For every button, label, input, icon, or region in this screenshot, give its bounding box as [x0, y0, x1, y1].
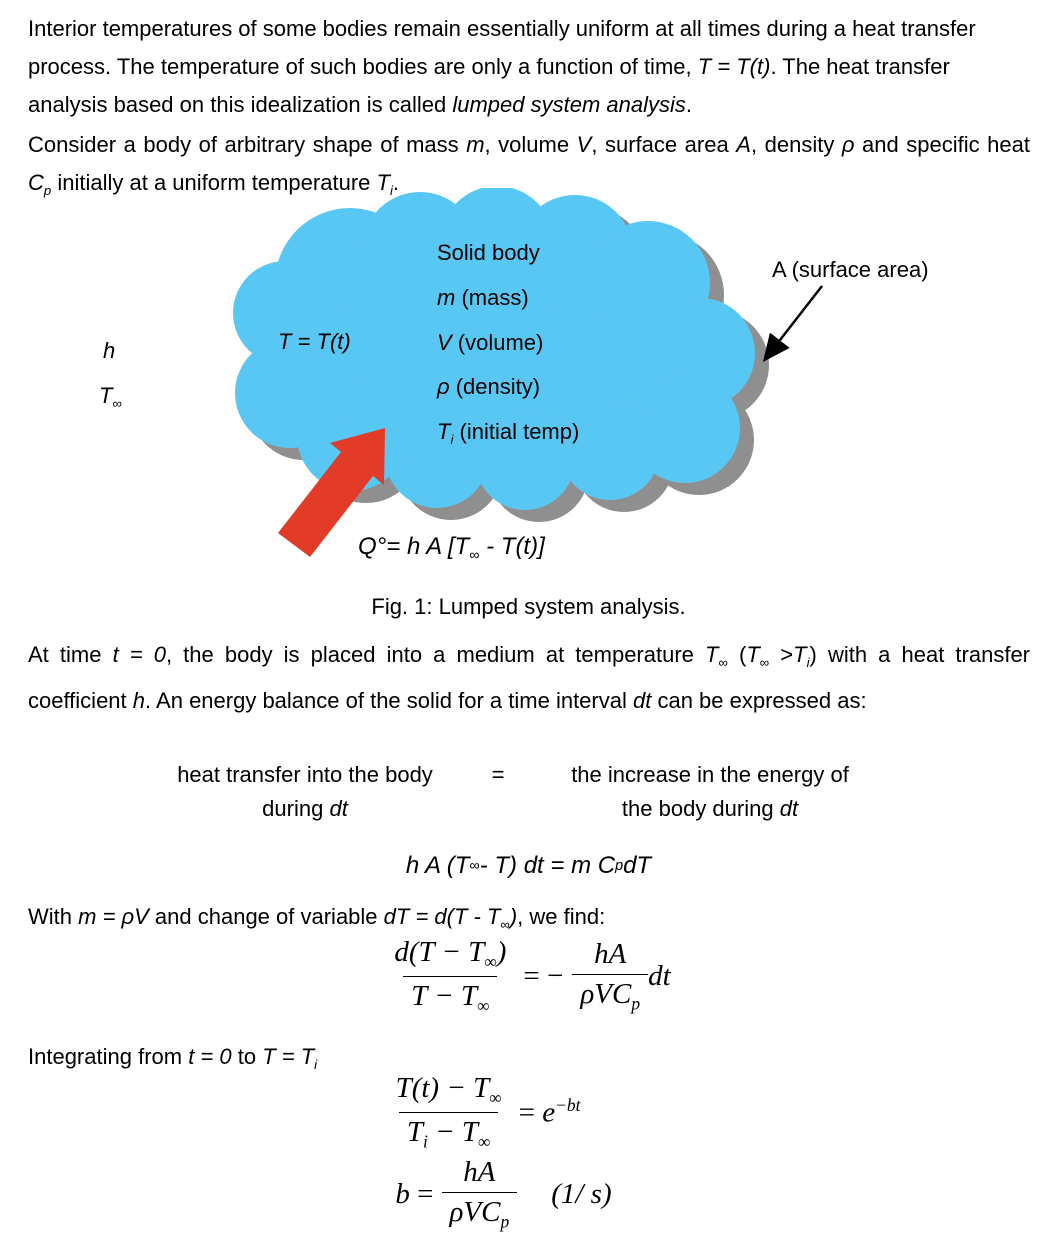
dt-term: dt [648, 959, 671, 992]
frac-lhs-denominator: $T - T_\infty$ [403, 976, 497, 1017]
integrating-line: Integrating from t = 0 to $T = T_i$ [28, 1044, 318, 1073]
surface-area-pointer-arrow-icon [766, 286, 822, 358]
solution-fraction [388, 1072, 510, 1152]
solution-denominator: $T_i - T_\infty$ [399, 1112, 499, 1153]
with-substitution-line: With m = ρV and change of variable dT = $d(T - T_\infty)$, we find: [28, 904, 606, 933]
b-definition-equation [0, 1156, 1032, 1233]
label-t-infinity: $T_\infty$ [99, 383, 122, 412]
word-eq-left-column [140, 758, 470, 826]
solution-numerator: $T(t) - T_\infty$ [395, 1072, 502, 1108]
label-initial-temp: $T_i$ (initial temp) [437, 419, 580, 448]
label-density: ρ (density) [437, 374, 541, 399]
label-h-coefficient: h [103, 338, 116, 363]
integrated-solution-equation [0, 1072, 1017, 1152]
frac-rhs-numerator: hA [594, 937, 627, 970]
intro-paragraph: Interior temperatures of some bodies remain essentially uniform at all times during a heat transfer process. The temperature of such bodies are only a function of time, T = T(t). The heat transfer analysis based on this idealization is called lumped system analysis. [28, 16, 976, 117]
differential-equation [0, 936, 1057, 1016]
frac-lhs-numerator: $d(T - T_\infty)$ [394, 936, 507, 972]
frac-lhs [386, 936, 514, 1016]
b-equals: b = [395, 1177, 434, 1210]
frac-rhs [572, 938, 648, 1015]
label-q-equation: Q°= h A $[T_\infty - T(t)]$ [358, 533, 545, 564]
word-eq-left-line2: during dt [262, 796, 348, 821]
consider-body-paragraph: Consider a body of arbitrary shape of mass m, volume V, surface area A, density ρ and specific heat $C_p$ initially at a uniform temperature $T_i$. [28, 132, 1030, 199]
b-denominator: ρVC$_p$ [442, 1192, 518, 1233]
equals-minus: = − [523, 959, 564, 992]
word-eq-left-line1: heat transfer into the body [177, 762, 433, 787]
word-eq-right-line2: the body during dt [621, 796, 799, 821]
exponential-rhs: = $e^{-bt}$ [518, 1094, 581, 1129]
figure-lumped-system [0, 188, 1057, 628]
at-time-paragraph: At time t = 0, the body is placed into a medium at temperature $T_\infty$ $(T_\infty >T_i)$ with a heat transfer coefficient h. An energy balance of the solid for a time interval dt can be expressed as: [28, 642, 1031, 714]
word-eq-right-column [540, 758, 880, 826]
energy-balance-equation: h A (T ∞ - T) dt = m C p dT [405, 852, 652, 879]
b-units: (1/ s) [551, 1177, 612, 1210]
label-volume: V (volume) [437, 330, 544, 355]
b-numerator: hA [463, 1156, 496, 1188]
figure-caption: Fig. 1: Lumped system analysis. [371, 594, 686, 619]
label-surface-area: A (surface area) [772, 257, 929, 282]
word-eq-equals: = [491, 762, 505, 787]
word-eq-right-line1: the increase in the energy of [571, 762, 849, 787]
label-temperature-function: T = T(t) [278, 329, 351, 354]
label-mass: m (mass) [437, 285, 529, 310]
frac-rhs-denominator: ρVC$_p$ [572, 974, 648, 1015]
label-solid-body: Solid body [437, 240, 540, 265]
b-fraction [442, 1156, 518, 1233]
